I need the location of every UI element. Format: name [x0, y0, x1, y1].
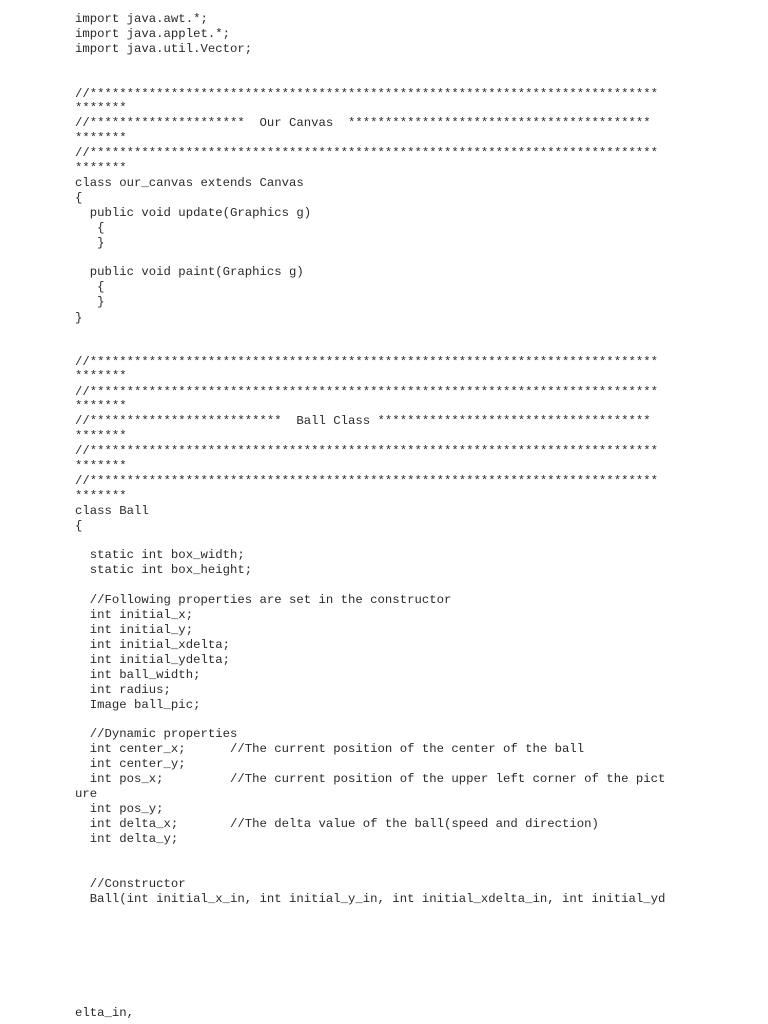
code-line-16: { — [75, 280, 105, 294]
code-line-10: class our_canvas extends Canvas — [75, 176, 304, 190]
code-line-35: int initial_y; — [75, 623, 194, 637]
code-line-44: int pos_x; //The current position of the upper left corner of the pict — [75, 772, 666, 786]
code-line-12: public void update(Graphics g) — [75, 206, 312, 220]
code-line-7: ******* — [75, 131, 127, 145]
code-line-30: { — [75, 519, 83, 533]
code-line-15: public void paint(Graphics g) — [75, 265, 304, 279]
code-line-40: Image ball_pic; — [75, 698, 201, 712]
code-line-42: int center_x; //The current position of the center of the ball — [75, 742, 585, 756]
code-line-13: { — [75, 221, 105, 235]
code-line-21: //***************************************************************************** — [75, 385, 658, 399]
code-line-28: ******* — [75, 489, 127, 503]
code-line-4: //***************************************************************************** — [75, 87, 658, 101]
code-line-51: elta_in, — [75, 1006, 135, 1020]
code-line-47: int delta_x; //The delta value of the ball(speed and direction) — [75, 817, 599, 831]
code-line-41: //Dynamic properties — [75, 727, 238, 741]
code-line-48: int delta_y; — [75, 832, 179, 846]
code-line-29: class Ball — [75, 504, 149, 518]
code-line-23: //************************** Ball Class ************************************* — [75, 414, 651, 428]
code-line-37: int initial_ydelta; — [75, 653, 230, 667]
code-line-20: ******* — [75, 369, 127, 383]
code-line-36: int initial_xdelta; — [75, 638, 230, 652]
code-line-1: import java.awt.*; — [75, 12, 208, 26]
code-line-43: int center_y; — [75, 757, 186, 771]
code-line-27: //***************************************************************************** — [75, 474, 658, 488]
code-line-17: } — [75, 295, 105, 309]
code-line-34: int initial_x; — [75, 608, 194, 622]
code-line-14: } — [75, 236, 105, 250]
code-line-32: static int box_height; — [75, 563, 253, 577]
code-line-11: { — [75, 191, 83, 205]
code-line-6: //********************* Our Canvas ***************************************** — [75, 116, 651, 130]
code-line-22: ******* — [75, 399, 127, 413]
code-line-50: Ball(int initial_x_in, int initial_y_in, int initial_xdelta_in, int initial_yd — [75, 892, 666, 906]
code-line-46: int pos_y; — [75, 802, 164, 816]
code-line-8: //***************************************************************************** — [75, 146, 658, 160]
code-line-31: static int box_width; — [75, 548, 245, 562]
code-line-39: int radius; — [75, 683, 171, 697]
code-line-5: ******* — [75, 101, 127, 115]
code-line-3: import java.util.Vector; — [75, 42, 253, 56]
code-line-9: ******* — [75, 161, 127, 175]
code-line-19: //***************************************************************************** — [75, 355, 658, 369]
code-line-18: } — [75, 311, 83, 325]
code-line-26: ******* — [75, 459, 127, 473]
code-line-38: int ball_width; — [75, 668, 201, 682]
code-line-25: //***************************************************************************** — [75, 444, 658, 458]
code-line-2: import java.applet.*; — [75, 27, 230, 41]
code-line-24: ******* — [75, 429, 127, 443]
code-line-49: //Constructor — [75, 877, 186, 891]
code-line-45: ure — [75, 787, 98, 801]
code-line-33: //Following properties are set in the constructor — [75, 593, 452, 607]
